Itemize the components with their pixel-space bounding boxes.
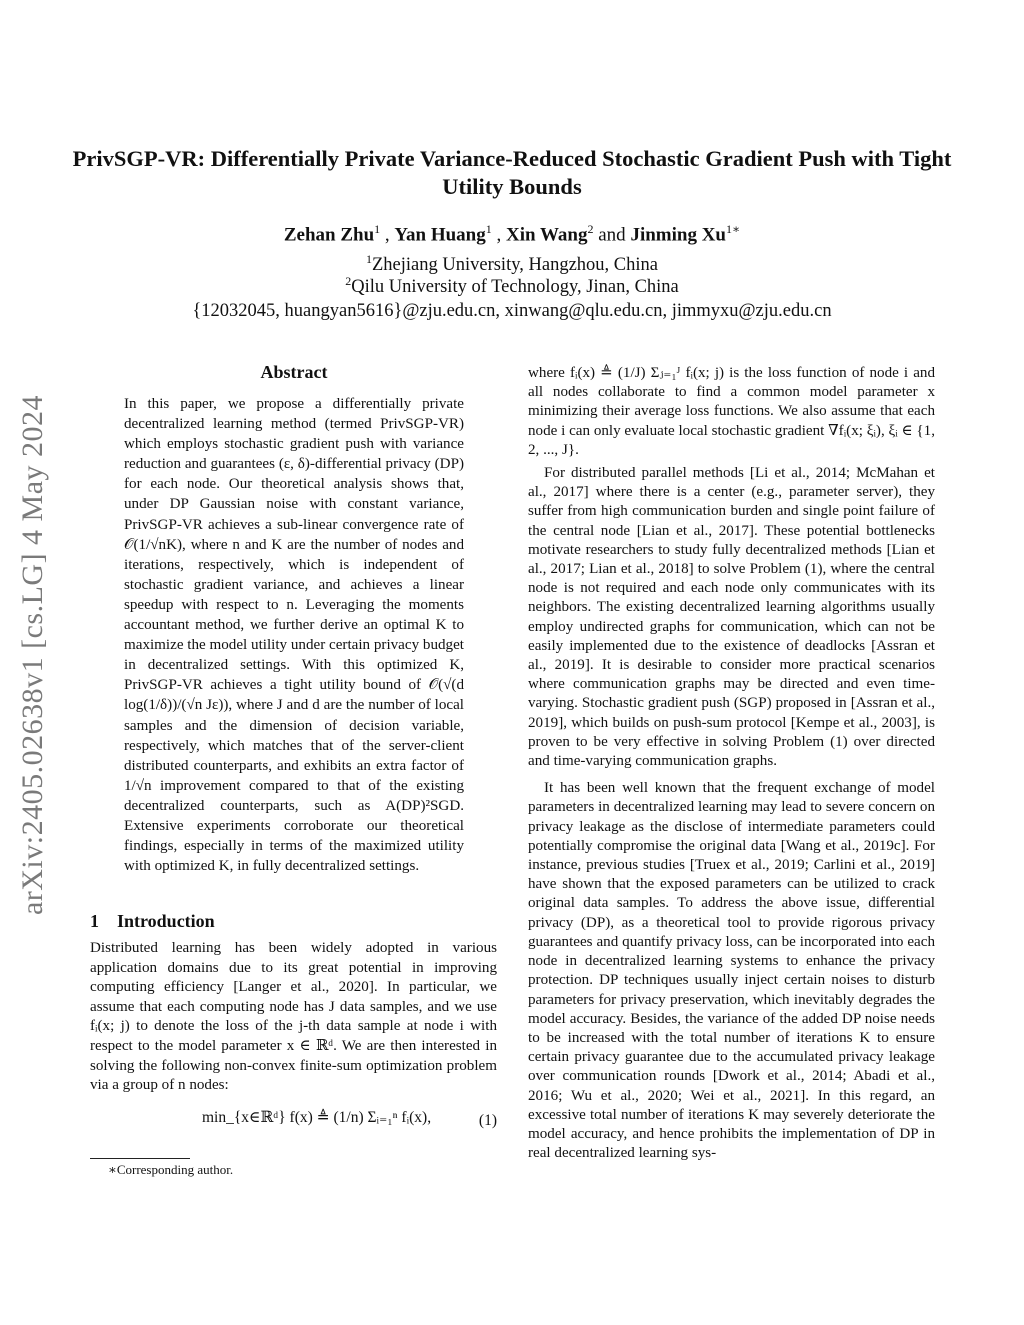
section-number: 1 [90, 911, 99, 931]
right-column [528, 364, 935, 1163]
paragraph: For distributed parallel methods [Li et al., 2014; McMahan et al., 2017] where there is a center (e.g., parameter server), they suffer from high communication burden and single point failure of the central node [Lian et al., 2017]. These potential bottlenecks motivate researchers to study fully decentralized methods [Lian et al., 2017; Lian et al., 2018] to solve Problem (1), where the central node is not required and each node only communicates with its neighbors. The existing decentralized learning algorithms usually employ undirected graphs for communication, which can not be easily implemented due to the existence of deadlocks [Assran et al., 2019]. It is desirable to consider more practical scenarios where communication graphs may be directed and even time-varying. Stochastic gradient push (SGP) proposed in [Assran et al., 2019], which builds on push-sum protocol [Kempe et al., 2003], is proven to be very effective in solving Problem (1) over directed and time-varying communication graphs. [528, 465, 935, 770]
affiliation-text: Zhejiang University, Hangzhou, China [371, 255, 658, 276]
equation-number: (1) [478, 1112, 497, 1129]
abstract-heading: Abstract [260, 362, 328, 382]
affiliation-mark: 1 [365, 252, 372, 266]
author-mark: 2 [587, 222, 594, 236]
affiliation-mark: 2 [345, 274, 352, 288]
author-name: Zehan Zhu [283, 224, 375, 246]
affiliation [60, 274, 964, 298]
affiliation-text: Qilu University of Technology, Jinan, China [351, 277, 679, 298]
arxiv-id: arXiv:2405.02638v1 [cs.LG] 4 May 2024 [16, 394, 49, 915]
footnote-rule [90, 1158, 190, 1159]
intro-paragraph: Distributed learning has been widely adopted in various application domains due to its great potential in improving computing efficiency [Langer et al., 2020]. In particular, we assume that each computing node has J data samples, and we use fᵢ(x; j) to denote the loss of the j-th data sample at node i with respect to the model parameter x ∈ ℝᵈ. We are then interested in solving the following non-convex finite-sum optimization problem via a group of n nodes: [90, 940, 497, 1094]
section-title: Introduction [117, 911, 215, 931]
author-name: Jinming Xu [630, 224, 726, 246]
author-mark: 1∗ [726, 222, 741, 236]
footnote: ∗Corresponding author. [108, 1162, 234, 1177]
paper-title: PrivSGP-VR: Differentially Private Variance-Reduced Stochastic Gradient Push with Tight Utility Bounds [72, 146, 952, 199]
equation-1 [90, 1100, 497, 1150]
paragraph: It has been well known that the frequent exchange of model parameters in decentralized learning may lead to severe concern on privacy leakage as the disclose of intermediate parameters could potentially compromise the original data [Wang et al., 2019c]. For instance, previous studies [Truex et al., 2019; Carlini et al., 2019] have shown that the exposed parameters can be utilized to crack original data samples. To address the above issue, differential privacy (DP), as a theoretical tool to provide rigorous privacy guarantees and quantify privacy loss, can be incorporated into each node in decentralized learning systems to enhance the privacy protection. DP techniques usually inject certain noises to disturb parameters for privacy preservation, which inevitably degrades the model accuracy. Besides, the variance of the added DP noise needs to be increased with the total number of iterations K to ensure certain privacy guarantee due to the accumulated privacy leakage over communication rounds [Dwork et al., 2014; Abadi et al., 2016; Wu et al., 2020; Wei et al., 2021]. In this regard, an excessive total number of iterations K may severely deteriorate the model accuracy, and hence prohibits the implementation of DP in real decentralized learning sys- [528, 780, 935, 1162]
abstract-text: In this paper, we propose a differentially private decentralized learning method (termed PrivSGP-VR) which employs stochastic gradient push with variance reduction and guarantees (ε, δ)-differential privacy (DP) for each node. Our theoretical analysis shows that, under DP Gaussian noise with constant variance, PrivSGP-VR achieves a sub-linear convergence rate of 𝒪(1/√nK), where n and K are the number of nodes and iterations, respectively, which is independent of stochastic gradient variance, and achieves a linear speedup with respect to n. Leveraging the moments accountant method, we further derive an optimal K to maximize the model utility under certain privacy budget in decentralized settings. With this optimized K, PrivSGP-VR achieves a tight utility bound of 𝒪(√(d log(1/δ))/(√n Jε)), where J and d are the number of local samples and the dimension of decision variable, respectively, which matches that of the server-client distributed counterparts, and exhibits an extra factor of 1/√n improvement compared to that of the existing decentralized counterparts, such as A(DP)²SGD. Extensive experiments corroborate our theoretical findings, especially in terms of the maximized utility with optimized K, in fully decentralized settings. [124, 396, 464, 875]
author-mark: 1 [485, 222, 492, 236]
author-mark: 1 [374, 222, 381, 236]
author-name: Xin Wang [506, 224, 588, 246]
author-emails: {12032045, huangyan5616}@zju.edu.cn, xinwang@qlu.edu.cn, jimmyxu@zju.edu.cn [192, 301, 832, 321]
section-heading [90, 911, 215, 932]
affiliation [60, 252, 964, 276]
equation-body: min_{x∈ℝᵈ} f(x) ≜ (1/n) Σᵢ₌₁ⁿ fᵢ(x), [202, 1109, 432, 1126]
author-name: Yan Huang [394, 224, 486, 246]
paragraph: where fᵢ(x) ≜ (1/J) Σⱼ₌₁ᴶ fᵢ(x; j) is the loss function of node i and all nodes collaborate to find a common model parameter x minimizing their average loss functions. We also assume that each node i can only evaluate local stochastic gradient ∇fᵢ(x; ξᵢ), ξᵢ ∈ {1, 2, ..., J}. [528, 365, 935, 458]
author-list: Zehan Zhu$^1$ , Yan Huang$^1$ , Xin Wang$^2$ and Jinming $Xu^{1∗}$ [283, 222, 741, 246]
arxiv-watermark [8, 352, 58, 957]
author-conjunction: and [598, 224, 626, 246]
